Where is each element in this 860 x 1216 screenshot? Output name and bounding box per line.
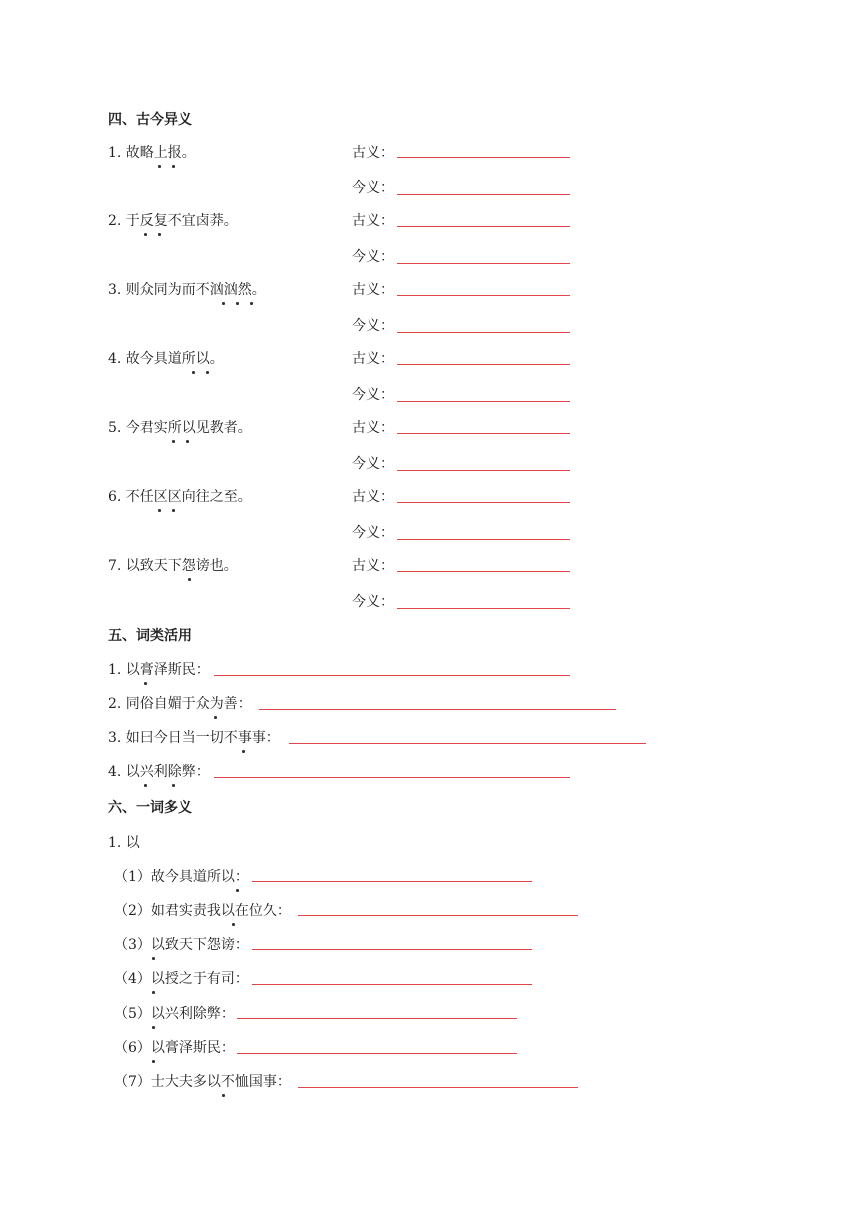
modern-meaning-label: 今义： <box>352 318 394 334</box>
modern-meaning-answer-6[interactable] <box>397 539 570 540</box>
polysemy-item-4: （4）以授之于有司： <box>114 971 249 987</box>
modern-meaning-answer-7[interactable] <box>397 608 570 609</box>
ancient-meaning-label: 古义： <box>352 145 394 161</box>
ancient-modern-item-5: 5. 今君实所以见教者。 <box>108 420 252 436</box>
ancient-meaning-answer-3[interactable] <box>397 295 570 296</box>
modern-meaning-answer-5[interactable] <box>397 470 570 471</box>
word-class-answer-3[interactable] <box>289 743 646 744</box>
ancient-modern-item-3: 3. 则众同为而不汹汹然。 <box>108 282 266 298</box>
polysemy-item-7: （7）士大夫多以不恤国事： <box>114 1074 291 1090</box>
ancient-meaning-answer-5[interactable] <box>397 433 570 434</box>
word-class-item-2: 2. 同俗自媚于众为善： <box>108 696 252 712</box>
ancient-modern-item-7: 7. 以致天下怨谤也。 <box>108 558 238 574</box>
ancient-meaning-answer-6[interactable] <box>397 502 570 503</box>
word-class-answer-4[interactable] <box>214 777 570 778</box>
polysemy-item-6: （6）以膏泽斯民： <box>114 1040 235 1056</box>
polysemy-answer-7[interactable] <box>298 1087 578 1088</box>
ancient-meaning-answer-4[interactable] <box>397 364 570 365</box>
modern-meaning-label: 今义： <box>352 180 394 196</box>
ancient-meaning-label: 古义： <box>352 213 394 229</box>
ancient-meaning-label: 古义： <box>352 420 394 436</box>
modern-meaning-label: 今义： <box>352 249 394 265</box>
polysemy-answer-3[interactable] <box>252 949 532 950</box>
ancient-meaning-label: 古义： <box>352 351 394 367</box>
ancient-modern-item-1: 1. 故略上报。 <box>108 145 196 161</box>
word-class-item-1: 1. 以膏泽斯民： <box>108 662 210 678</box>
ancient-meaning-label: 古义： <box>352 558 394 574</box>
polysemy-item-5: （5）以兴利除弊： <box>114 1006 235 1022</box>
word-class-answer-1[interactable] <box>214 675 570 676</box>
word-class-answer-2[interactable] <box>259 709 616 710</box>
section-heading-ancient-modern: 四、古今异义 <box>108 112 192 128</box>
polysemy-answer-4[interactable] <box>252 984 532 985</box>
polysemy-item-3: （3）以致天下怨谤： <box>114 937 249 953</box>
ancient-meaning-label: 古义： <box>352 282 394 298</box>
polysemy-answer-5[interactable] <box>237 1018 517 1019</box>
ancient-meaning-answer-1[interactable] <box>397 157 570 158</box>
section-heading-word-class: 五、词类活用 <box>108 628 192 644</box>
modern-meaning-answer-2[interactable] <box>397 263 570 264</box>
polysemy-answer-2[interactable] <box>298 915 578 916</box>
polysemy-answer-1[interactable] <box>252 881 532 882</box>
modern-meaning-label: 今义： <box>352 387 394 403</box>
modern-meaning-label: 今义： <box>352 525 394 541</box>
polysemy-word: 1. 以 <box>108 835 140 851</box>
ancient-modern-item-2: 2. 于反复不宜卤莽。 <box>108 213 238 229</box>
polysemy-item-1: （1）故今具道所以： <box>114 869 249 885</box>
ancient-modern-item-4: 4. 故今具道所以。 <box>108 351 224 367</box>
ancient-modern-item-6: 6. 不任区区向往之至。 <box>108 489 252 505</box>
ancient-meaning-answer-2[interactable] <box>397 226 570 227</box>
ancient-meaning-label: 古义： <box>352 489 394 505</box>
word-class-item-4: 4. 以兴利除弊： <box>108 764 210 780</box>
modern-meaning-label: 今义： <box>352 594 394 610</box>
modern-meaning-label: 今义： <box>352 456 394 472</box>
polysemy-item-2: （2）如君实责我以在位久： <box>114 903 291 919</box>
word-class-item-3: 3. 如曰今日当一切不事事： <box>108 730 280 746</box>
modern-meaning-answer-1[interactable] <box>397 194 570 195</box>
ancient-meaning-answer-7[interactable] <box>397 571 570 572</box>
polysemy-answer-6[interactable] <box>237 1053 517 1054</box>
section-heading-polysemy: 六、一词多义 <box>108 800 192 816</box>
modern-meaning-answer-3[interactable] <box>397 332 570 333</box>
modern-meaning-answer-4[interactable] <box>397 401 570 402</box>
